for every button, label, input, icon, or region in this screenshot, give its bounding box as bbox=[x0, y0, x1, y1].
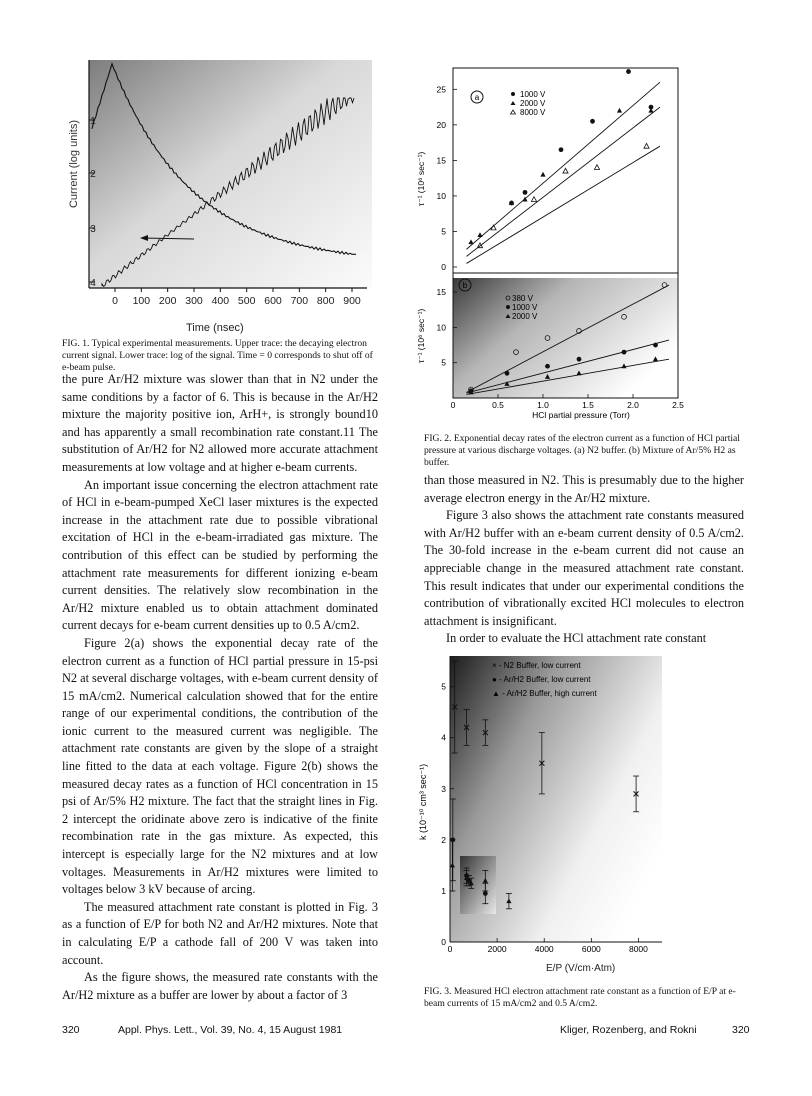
y-tick-label: 20 bbox=[436, 119, 446, 130]
x-tick-label: 100 bbox=[132, 295, 151, 307]
right-column-text bbox=[424, 472, 744, 648]
fig2a-fit-line bbox=[467, 107, 661, 256]
panel-a-label: a bbox=[474, 93, 480, 102]
figure-1-ylabel: Current (log units) bbox=[68, 119, 80, 209]
figure-1 bbox=[62, 58, 378, 318]
figure-3-inset-shade bbox=[460, 856, 496, 914]
paragraph: than those measured in N2. This is presumably due to the higher average electron energy in the Ar/H2 mixture. bbox=[424, 473, 744, 505]
fig2b-point bbox=[653, 343, 658, 348]
figure-3 bbox=[416, 652, 666, 982]
x-tick-label: 300 bbox=[185, 295, 203, 307]
figure-1-plot bbox=[62, 58, 378, 318]
fig2a-point bbox=[590, 119, 595, 124]
y-tick-label: 2 bbox=[90, 169, 96, 180]
footer-page-left: 320 bbox=[62, 1024, 80, 1036]
fig2b-point bbox=[577, 357, 582, 362]
paragraph: In order to evaluate the HCl attachment rate constant bbox=[446, 631, 707, 646]
x-tick-label: 2000 bbox=[487, 944, 507, 954]
y-tick-label: 0 bbox=[441, 937, 446, 947]
y-tick-label: 4 bbox=[441, 732, 446, 743]
fig2a-fit-line bbox=[467, 82, 661, 249]
figure-2 bbox=[416, 64, 686, 424]
fig3-point bbox=[483, 891, 488, 896]
y-tick-label: 2 bbox=[441, 834, 446, 845]
y-tick-label: 3 bbox=[90, 224, 96, 235]
paragraph: Figure 3 also shows the attachment rate constants measured with Ar/H2 buffer with an e-beam current density of 0.5 A/cm2. The 30-fold increase in the e-beam current did not cause an appreciable change in the measured attachment rate constant. This result indicates that under our experimental conditions the contribution of vibrationally excited HCl molecules to electron attachment is insignificant. bbox=[424, 508, 744, 628]
y-tick-label: 5 bbox=[441, 357, 446, 368]
x-tick-label: 400 bbox=[211, 295, 230, 307]
x-tick-label: 2.0 bbox=[627, 400, 639, 410]
footer-journal: Appl. Phys. Lett., Vol. 39, No. 4, 15 August 1981 bbox=[118, 1024, 343, 1036]
fig2a-point bbox=[468, 239, 473, 244]
figure-2b-ylabel: τ⁻¹ (10⁶ sec⁻¹) bbox=[416, 308, 426, 364]
left-column-text bbox=[62, 371, 378, 1004]
figure-2-plot bbox=[416, 64, 686, 424]
legend-b-1000v: 1000 V bbox=[512, 303, 538, 312]
x-tick-label: 200 bbox=[158, 295, 177, 307]
y-tick-label: 15 bbox=[436, 155, 446, 166]
x-tick-label: 0 bbox=[450, 400, 456, 410]
fig2a-point bbox=[626, 69, 631, 74]
y-tick-label: 1 bbox=[441, 885, 446, 896]
x-tick-label: 0 bbox=[447, 944, 453, 954]
fig2a-point bbox=[563, 168, 568, 173]
legend-a-1000v: 1000 V bbox=[520, 90, 546, 99]
x-tick-label: 500 bbox=[237, 295, 256, 307]
panel-b-label: b bbox=[462, 281, 468, 290]
figure-2-caption: FIG. 2. Exponential decay rates of the electron current as a function of HCl partial pressure at various discharge voltages. (a) N2 buffer. (b) Mixture of Ar/5% H2 as buffer. bbox=[424, 433, 740, 469]
x-tick-label: 0 bbox=[112, 295, 118, 307]
figure-2b-background bbox=[453, 278, 678, 398]
fig2b-point bbox=[505, 371, 510, 376]
figure-2a-frame bbox=[453, 68, 678, 273]
footer-page-right: 320 bbox=[732, 1024, 750, 1036]
legend-n2-low: × - N2 Buffer, low current bbox=[492, 661, 581, 670]
legend-b-2000v: 2000 V bbox=[512, 312, 538, 321]
y-tick-label: 0 bbox=[441, 262, 446, 272]
fig2a-point bbox=[540, 172, 545, 177]
fig2a-fit-line bbox=[467, 146, 661, 263]
x-tick-label: 4000 bbox=[534, 944, 554, 954]
fig2b-point bbox=[545, 364, 550, 369]
fig2a-point bbox=[477, 243, 482, 248]
fig2a-point bbox=[531, 197, 536, 202]
fig2a-point bbox=[477, 232, 482, 237]
x-tick-label: 1.0 bbox=[537, 400, 549, 410]
x-tick-label: 6000 bbox=[581, 944, 601, 954]
fig2a-point bbox=[594, 165, 599, 170]
y-tick-label: 4 bbox=[90, 278, 96, 289]
paragraph: The measured attachment rate constant is plotted in Fig. 3 as a function of E/P for both N2 and Ar/H2 mixtures. Note that in calculating E/P a cathode fall of 200 V was taken into account. bbox=[62, 899, 378, 967]
legend-arh2-high: ▲ - Ar/H2 Buffer, high current bbox=[492, 689, 597, 698]
x-tick-label: 600 bbox=[264, 295, 282, 307]
figure-3-caption: FIG. 3. Measured HCl electron attachment rate constant as a function of E/P at e-beam currents of 15 mA/cm2 and 0.5 A/cm2. bbox=[424, 986, 736, 1010]
y-tick-label: 10 bbox=[436, 322, 446, 333]
fig2a-point bbox=[523, 190, 528, 195]
figure-1-background bbox=[89, 60, 372, 288]
paragraph: As the figure shows, the measured rate constants with the Ar/H2 mixture as a buffer are lower by about a factor of 3 bbox=[62, 970, 378, 1002]
legend-b-380v: 380 V bbox=[512, 294, 533, 303]
x-tick-label: 800 bbox=[316, 295, 335, 307]
x-tick-label: 700 bbox=[290, 295, 309, 307]
legend-a-2000v: 2000 V bbox=[520, 99, 546, 108]
y-tick-label: 15 bbox=[436, 287, 446, 298]
figure-3-plot bbox=[416, 652, 666, 982]
x-tick-label: 2.5 bbox=[672, 400, 684, 410]
paragraph: An important issue concerning the electron attachment rate of HCl in e-beam-pumped XeCl laser mixtures is the expected increase in the attachment rate due to possible vibrational excitation of HCl in the e-beam-irradiated gas mixture. The contribution of this effect can be studied by performing the attachment rate measurements for different ionizing e-beam current densities. The relatively slow recombination in the Ar/H2 mixture enabled us to obtain attachment dominated current decays for e-beam current densities up to 0.5 A/cm2. bbox=[62, 477, 378, 633]
legend-arh2-low: ● - Ar/H2 Buffer, low current bbox=[492, 675, 591, 684]
figure-3-ylabel: k (10⁻¹⁰ cm³ sec⁻¹) bbox=[418, 763, 428, 841]
fig2b-point bbox=[622, 350, 627, 355]
x-tick-label: 1.5 bbox=[582, 400, 594, 410]
fig2a-point bbox=[644, 143, 649, 148]
figure-2a-legend bbox=[511, 90, 547, 117]
y-tick-label: 25 bbox=[436, 84, 446, 95]
y-tick-label: 3 bbox=[441, 783, 446, 794]
figure-1-caption: FIG. 1. Typical experimental measurements. Upper trace: the decaying electron current signal. Lower trace: log of the signal. Time = 0 corresponds to shut off of e-beam pulse. bbox=[62, 338, 373, 374]
y-tick-label: 5 bbox=[441, 681, 446, 692]
fig2a-point bbox=[559, 147, 564, 152]
footer-authors: Kliger, Rozenberg, and Rokni bbox=[560, 1024, 697, 1036]
x-tick-label: 900 bbox=[343, 295, 361, 307]
figure-1-xlabel: Time (nsec) bbox=[186, 322, 244, 334]
legend-a-8000v: 8000 V bbox=[520, 108, 546, 117]
figure-2a-ylabel: τ⁻¹ (10⁶ sec⁻¹) bbox=[416, 151, 426, 207]
y-tick-label: 5 bbox=[441, 226, 446, 237]
fig2a-point bbox=[617, 108, 622, 113]
paragraph: the pure Ar/H2 mixture was slower than that in N2 under the same conditions by a factor of 6. This is because in the Ar/H2 mixture the majority positive ion, ArH+, is strongly bound10 and has apparently a small recombination rate constant.11 The substitution of Ar/H2 for N2 allowed more accurate attachment measurements at low voltage and at higher e-beam currents. bbox=[62, 372, 378, 474]
paragraph: Figure 2(a) shows the exponential decay rate of the electron current as a function of HCl partial pressure in 15-psi N2 at several discharge voltages, with e-beam current density of 15 mA/cm2. Numerical calculation showed that for the entire range of our experimental conditions, the contribution of the ionic current to the measured current was negligible. The attachment rate constants are given by the slope of a straight line fitted to the data at each voltage. Figure 2(b) shows the measured decay rates as a function of HCl concentration in 15 psi of Ar/5% H2 mixture. The fact that the straight lines in Fig. 2 intercept the oridinate above zero is indicative of the finite recombination rate in the gas mixture. As expected, this intercept is especially large for the N2 mixtures and at low voltages. Measurements in Ar/H2 mixtures were limited to voltages below 3 kV because of arcing. bbox=[62, 635, 378, 897]
figure-2-xlabel: HCl partial pressure (Torr) bbox=[532, 410, 630, 420]
x-tick-label: 0.5 bbox=[492, 400, 504, 410]
y-tick-label: 10 bbox=[436, 190, 446, 201]
y-tick-label: 1 bbox=[90, 116, 96, 127]
figure-3-xlabel: E/P (V/cm·Atm) bbox=[546, 963, 616, 974]
x-tick-label: 8000 bbox=[628, 944, 648, 954]
